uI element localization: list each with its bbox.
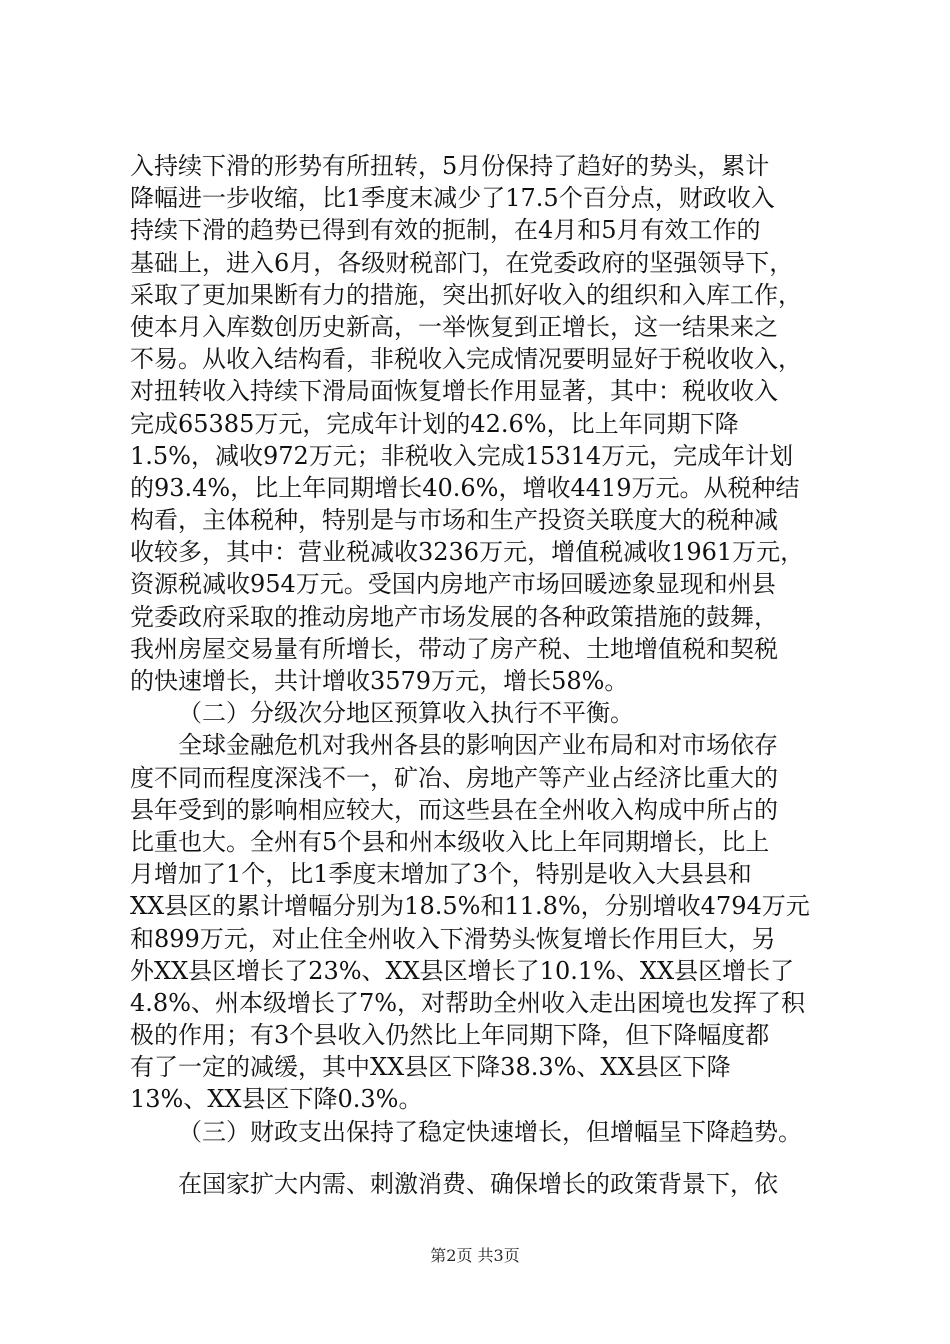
text-line: 4.8%、州本级增长了7%，对帮助全州收入走出困境也发挥了积: [130, 988, 806, 1017]
text-line: 极的作用；有3个县收入仍然比上年同期下降，但下降幅度都: [130, 1021, 770, 1050]
section-heading: （二）分级次分地区预算收入执行不平衡。: [178, 699, 634, 728]
page-number-footer: 第2页 共3页: [430, 1246, 520, 1265]
text-line: 和899万元，对止住全州收入下滑势头恢复增长作用巨大，另: [130, 924, 776, 953]
text-line: 构看，主体税种，特别是与市场和生产投资关联度大的税种减: [130, 506, 778, 535]
body-text: [130, 150, 830, 1200]
paragraph-first-line: 全球金融危机对我州各县的影响因产业布局和对市场依存: [178, 731, 778, 760]
text-line: 13%、XX县区下降0.3%。: [130, 1085, 423, 1114]
section-heading: （三）财政支出保持了稳定快速增长，但增幅呈下降趋势。: [178, 1117, 802, 1146]
text-line: 资源税减收954万元。受国内房地产市场回暖迹象显现和州县: [130, 570, 776, 599]
text-line: 月增加了1个，比1季度末增加了3个，特别是收入大县县和: [130, 860, 752, 889]
text-line: 我州房屋交易量有所增长，带动了房产税、土地增值税和契税: [130, 634, 778, 663]
text-line: 降幅进一步收缩，比1季度末减少了17.5个百分点，财政收入: [130, 184, 775, 213]
text-line: 收较多，其中：营业税减收3236万元，增值税减收1961万元，: [130, 538, 805, 567]
text-line: 县年受到的影响相应较大，而这些县在全州收入构成中所占的: [130, 795, 778, 824]
text-line: 的93.4%，比上年同期增长40.6%，增收4419万元。从税种结: [130, 473, 800, 502]
text-line: 党委政府采取的推动房地产市场发展的各种政策措施的鼓舞，: [130, 602, 778, 631]
text-line: 1.5%，减收972万元；非税收入完成15314万元，完成年计划: [130, 441, 794, 470]
text-line: 采取了更加果断有力的措施，突出抓好收入的组织和入库工作，: [130, 280, 802, 309]
text-line: 对扭转收入持续下滑局面恢复增长作用显著，其中：税收收入: [130, 377, 778, 406]
text-line: 外XX县区增长了23%、XX县区增长了10.1%、XX县区增长了: [130, 956, 795, 985]
text-line: 完成65385万元，完成年计划的42.6%，比上年同期下降: [130, 409, 739, 438]
text-line: 度不同而程度深浅不一，矿冶、房地产等产业占经济比重大的: [130, 763, 778, 792]
paragraph-first-line: 在国家扩大内需、刺激消费、确保增长的政策背景下，依: [178, 1169, 778, 1198]
text-line: 基础上，进入6月，各级财税部门，在党委政府的坚强领导下，: [130, 248, 794, 277]
text-line: 有了一定的减缓，其中XX县区下降38.3%、XX县区下降: [130, 1053, 731, 1082]
text-line: 的快速增长，共计增收3579万元，增长58%。: [130, 667, 629, 695]
text-line: 使本月入库数创历史新高，一举恢复到正增长，这一结果来之: [130, 312, 778, 341]
text-line: XX县区的累计增幅分别为18.5%和11.8%，分别增收4794万元: [130, 892, 810, 921]
paragraph-gap: [130, 1148, 830, 1168]
text-line: 入持续下滑的形势有所扭转，5月份保持了趋好的势头，累计: [130, 152, 770, 180]
text-line: 比重也大。全州有5个县和州本级收入比上年同期增长，比上: [130, 827, 770, 856]
text-line: 持续下滑的趋势已得到有效的扼制，在4月和5月有效工作的: [130, 216, 761, 245]
text-line: 不易。从收入结构看，非税收入完成情况要明显好于税收收入，: [130, 345, 802, 374]
